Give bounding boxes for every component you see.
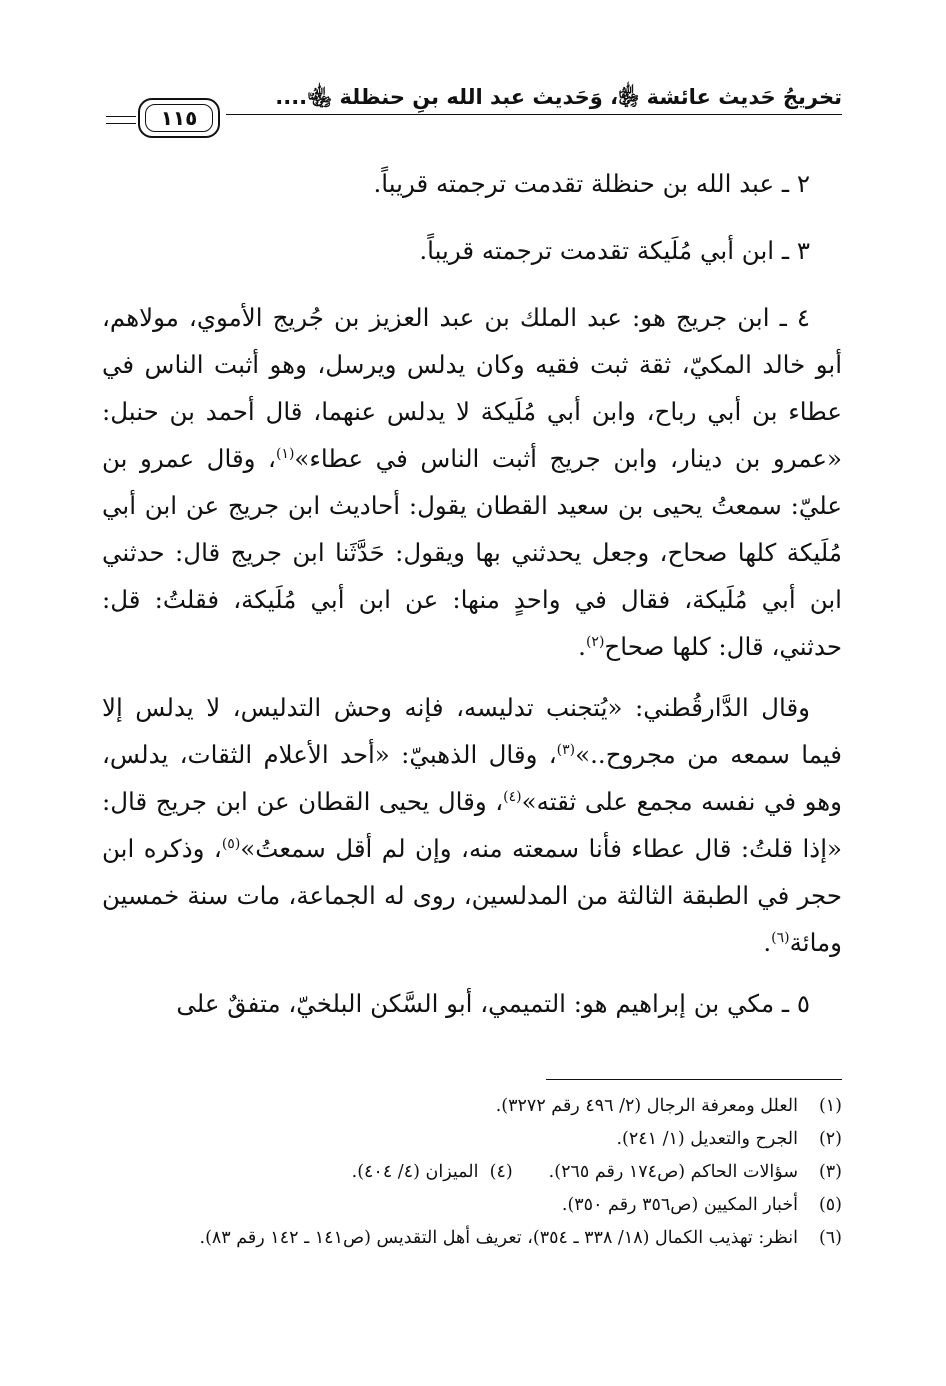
- footnote-ref-1[interactable]: (١): [275, 445, 295, 462]
- running-header-title: تخريجُ حَديث عائشة ﵂، وَحَديث عبد الله بنِ حنظلة ﵄....: [275, 85, 842, 109]
- paragraph-5-text-c: ، وقال يحيى القطان عن ابن جريج قال: «إذا قلتُ: قال عطاء فأنا سمعته منه، وإن لم أقل سمعتُ»: [102, 787, 842, 863]
- footnote-number: (٣): [818, 1162, 842, 1182]
- footnote-separator: [546, 1079, 842, 1080]
- paragraph-5: [102, 684, 842, 966]
- footnote-number: (٥): [818, 1195, 842, 1215]
- footnote-number: (٢): [818, 1129, 842, 1149]
- paragraph-5-text-a: وقال الدَّارقُطني: «يُتجنب تدليسه، فإنه وحش التدليس، لا يدلس إلا فيما سمعه من مجروح..»: [102, 693, 842, 769]
- footnote-3: [102, 1158, 842, 1186]
- footnote-ref-4[interactable]: (٤): [503, 788, 522, 805]
- footnote-ref-3[interactable]: (٣): [556, 741, 576, 758]
- footnote-number: (١): [818, 1096, 842, 1116]
- paragraph-4-end: .: [578, 632, 586, 661]
- footnote-ref-5[interactable]: (٥): [221, 835, 241, 852]
- paragraph-5-text-d: ، وذكره ابن حجر في الطبقة الثالثة من المدلسين، روى له الجماعة، مات سنة خمسين ومائة: [102, 834, 843, 957]
- paragraph-3: ٣ ـ ابن أبي مُلَيكة تقدمت ترجمته قريباً.: [419, 236, 810, 265]
- footnote-5: [102, 1191, 842, 1219]
- footnote-1: [102, 1092, 842, 1120]
- footnote-number-4: (٤): [489, 1162, 513, 1182]
- footnote-6: [102, 1224, 842, 1252]
- footnote-text-4: الميزان (٤/ ٤٠٤).: [351, 1162, 479, 1182]
- page-number-badge: [138, 98, 220, 138]
- footnote-ref-6[interactable]: (٦): [771, 929, 790, 946]
- header-rule: [226, 114, 842, 115]
- page-number: ١١٥: [145, 104, 213, 132]
- paragraph-5-end: .: [763, 928, 772, 957]
- footnote-number: (٦): [818, 1228, 842, 1248]
- footnote-text: سؤالات الحاكم (ص١٧٤ رقم ٢٦٥).: [548, 1162, 798, 1182]
- footnote-text: أخبار المكيين (ص٣٥٦ رقم ٣٥٠).: [561, 1195, 798, 1215]
- header-rule-left-bottom: [106, 123, 136, 124]
- footnote-text: انظر: تهذيب الكمال (١٨/ ٣٣٨ ـ ٣٥٤)، تعريف أهل التقديس (ص١٤١ ـ ١٤٢ رقم ٨٣).: [199, 1228, 798, 1248]
- paragraph-4-text-a: ٤ ـ ابن جريج هو: عبد الملك بن عبد العزيز بن جُريج الأموي، مولاهم، أبو خالد المكيّ، ثقة ثبت فقيه وكان يدلس ويرسل، وهو أثبت الناس في عطاء بن أبي رباح، وابن أبي مُلَيكة لا يدلس عنهما، قال أحمد بن حنبل: «عمرو بن دينار، وابن جريج أثبت الناس في عطاء»: [102, 303, 843, 473]
- paragraph-2: ٢ ـ عبد الله بن حنظلة تقدمت ترجمته قريباً.: [373, 169, 810, 198]
- footnote-text: الجرح والتعديل (١/ ٢٤١).: [616, 1129, 798, 1149]
- footnotes: [102, 1092, 842, 1257]
- footnote-2: [102, 1125, 842, 1153]
- header-rule-left-top: [106, 116, 136, 117]
- paragraph-4: [102, 294, 842, 670]
- paragraph-4-text-b: ، وقال عمرو بن عليّ: سمعتُ يحيى بن سعيد القطان يقول: أحاديث ابن جريج عن ابن أبي مُلَيكة كلها صحاح، وجعل يحدثني بها ويقول: حَدَّثَنا ابن جريج قال: حدثني ابن أبي مُلَيكة، فقال في واحدٍ منها: عن ابن أبي مُلَيكة، فقلتُ: قل: حدثني، قال: كلها صحاح: [102, 444, 842, 661]
- footnote-text: العلل ومعرفة الرجال (٢/ ٤٩٦ رقم ٣٢٧٢).: [495, 1096, 798, 1116]
- main-text: [102, 160, 842, 1027]
- paragraph-5-text-b: ، وقال الذهبيّ: «أحد الأعلام الثقات، يدلس، وهو في نفسه مجمع على ثقته»: [102, 740, 842, 816]
- paragraph-6: ٥ ـ مكي بن إبراهيم هو: التميمي، أبو السَّكن البلخيّ، متفقٌ على: [176, 989, 810, 1018]
- footnote-ref-2[interactable]: (٢): [585, 633, 605, 650]
